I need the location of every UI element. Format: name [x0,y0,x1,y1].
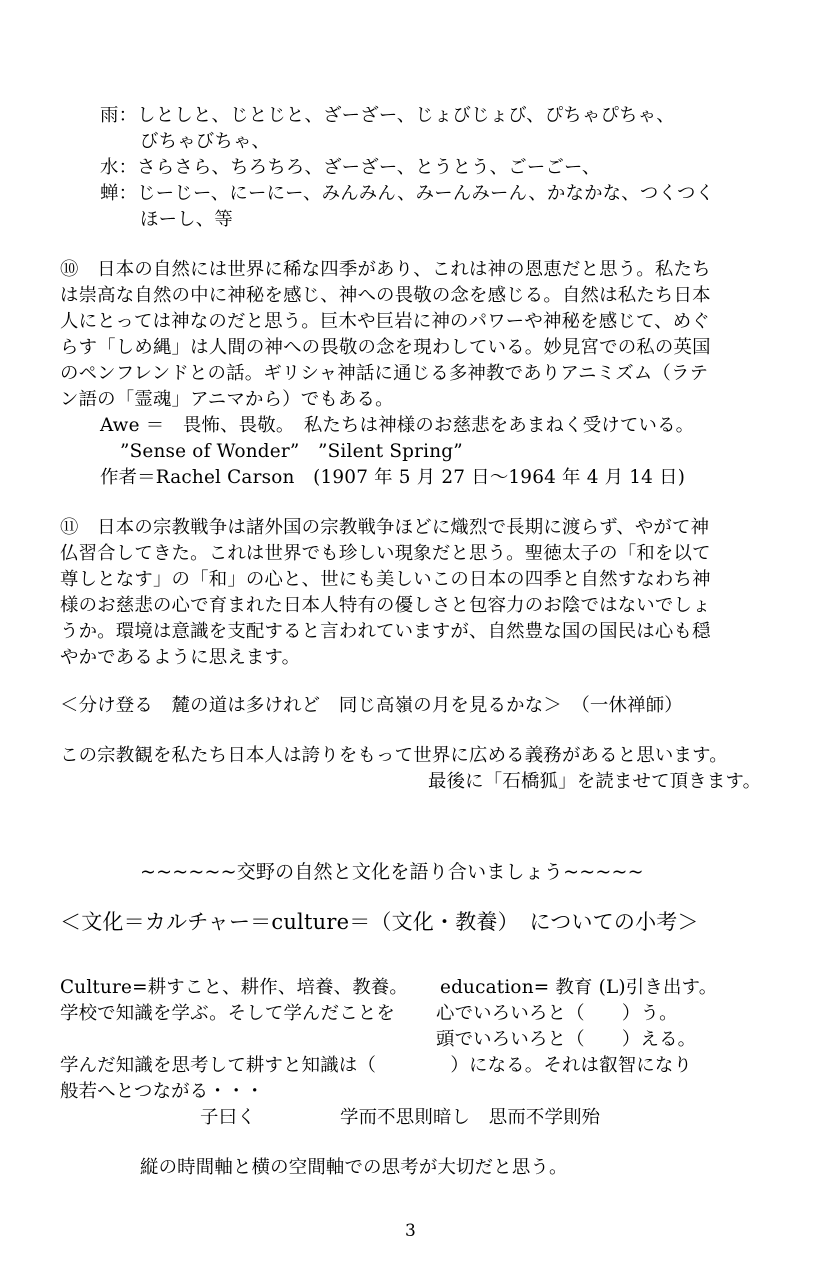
section11-line: 仏習合してきた。これは世界でも珍しい現象だと思う。聖徳太子の「和を以て [60,543,711,564]
rain-line-2: びちゃびちゃ、 [140,131,271,152]
culture-line-3-right: 頭でいろいろと（ ）える。 [436,1029,697,1050]
culture-line-4: 学んだ知識を思考して耕すと知識は（ ）になる。それは叡智になり [60,1055,693,1076]
section10-line: のペンフレンドとの話。ギリシャ神話に通じる多神教でありアニミズム（ラテ [60,363,709,384]
section11-line: 様のお慈悲の心で育まれた日本人特有の優しさと包容力のお陰ではないでしょ [60,595,711,616]
culture-line-2: 学校で知識を学ぶ。そして学んだことを [60,1003,395,1024]
book-titles: ”Sense of Wonder” ”Silent Spring” [120,441,463,462]
author-line: 作者＝Rachel Carson (1907 年 5 月 27 日～1964 年 4 月 14 日) [100,467,686,488]
closing-line-1: この宗教観を私たち日本人は誇りをもって世界に広める義務があると思います。 [60,745,728,766]
education-definition: education= 教育 (L)引き出す。 [440,977,718,998]
section-subheading: ＜文化＝カルチャー＝culture＝（文化・教養） についての小考＞ [60,910,699,934]
section10-line: 人にとっては神なのだと思う。巨木や巨岩に神のパワーや神秘を感じて、めぐ [60,311,710,332]
section10-line: ⑩ 日本の自然には世界に稀な四季があり、これは神の恩恵だと思う。私たち [60,259,711,280]
section11-line: 尊しとなす」の「和」の心と、世にも美しいこの日本の四季と自然すなわち神 [60,569,711,590]
final-line: 縦の時間軸と横の空間軸での思考が大切だと思う。 [140,1157,568,1178]
culture-line-5: 般若へとつながる・・・ [60,1081,265,1102]
culture-line-2-right: 心でいろいろと（ ）う。 [436,1003,678,1024]
cicada-line-2: ほーし、等 [140,209,233,230]
page-number: 3 [405,1221,417,1241]
section11-line: ⑪ 日本の宗教戦争は諸外国の宗教戦争ほどに熾烈で長期に渡らず、やがて神 [60,517,710,538]
section11-line: やかであるように思えます。 [60,647,301,668]
confucius-label: 子曰く [200,1107,256,1128]
confucius-quote: 学而不思則暗し 思而不学則殆 [340,1107,601,1128]
poem-line: ＜分け登る 麓の道は多けれど 同じ高嶺の月を見るかな＞ （一休禅師） [60,695,683,716]
awe-line: Awe ＝ 畏怖、畏敬。 私たちは神様のお慈悲をあまねく受けている。 [100,415,695,436]
rain-line-1: 雨：しとしと、じとじと、ざーざー、じょびじょび、ぴちゃぴちゃ、 [100,105,675,126]
water-line: 水：さらさら、ちろちろ、ざーざー、とうとう、ごーごー、 [100,157,601,178]
cicada-line-1: 蝉：じーじー、にーにー、みんみん、みーんみーん、かなかな、つくつく [100,183,715,204]
section11-line: うか。環境は意識を支配すると言われていますが、自然豊な国の国民は心も穏 [60,621,711,642]
section10-line: らす「しめ縄」は人間の神への畏敬の念を現わしている。妙見宮での私の英国 [60,337,711,358]
section-heading: ~~~~~~交野の自然と文化を語り合いましょう~~~~~ [140,861,644,883]
section10-line: ン語の「霊魂」アニマから）でもある。 [60,389,394,410]
culture-definition: Culture=耕すこと、耕作、培養、教養。 [60,977,408,998]
closing-line-2: 最後に「石橋狐」を読ませて頂きます。 [428,771,762,792]
section10-line: は崇高な自然の中に神秘を感じ、神への畏敬の念を感じる。自然は私たち日本 [60,285,711,306]
